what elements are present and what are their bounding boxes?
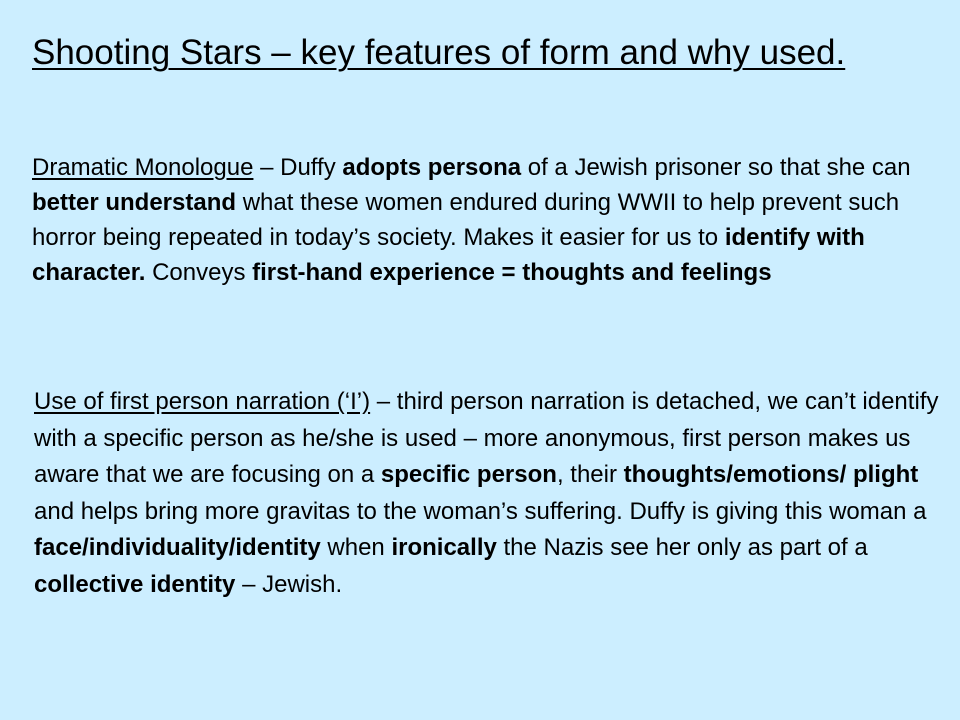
bold-text-segment: specific person xyxy=(380,461,557,488)
bold-text-segment: ironically xyxy=(391,534,497,561)
slide-title: Shooting Stars – key features of form and why used. xyxy=(32,33,846,72)
dramatic-monologue-paragraph xyxy=(32,150,932,290)
bold-text-segment: face/individuality/identity xyxy=(34,534,321,561)
text-segment: of a Jewish prisoner so that she can xyxy=(521,154,911,181)
first-person-narration-paragraph xyxy=(34,384,954,603)
bold-text-segment: first-hand experience = thoughts and feelings xyxy=(252,259,772,286)
text-segment: – third person narration is detached, we can’t identify with a specific person as he/she is used – more anonymous, first person makes us aware that we are focusing on a xyxy=(34,388,939,488)
text-segment: Conveys xyxy=(145,259,253,286)
text-segment: what these women endured during WWII to help prevent such horror being repeated in today’s society. Makes it easier for us to xyxy=(32,189,900,251)
text-segment: – Jewish. xyxy=(235,570,343,598)
first-person-narration-heading: Use of first person narration (‘I’) xyxy=(34,388,371,415)
bold-text-segment: identify with character. xyxy=(32,224,865,286)
text-segment: and helps bring more gravitas to the woman’s suffering. Duffy is giving this woman a xyxy=(34,497,927,525)
text-segment: the Nazis see her only as part of a xyxy=(496,534,868,561)
bold-text-segment: thoughts/emotions/ plight xyxy=(623,461,919,488)
bold-text-segment: adopts persona xyxy=(342,154,522,181)
bold-text-segment: collective identity xyxy=(34,570,236,598)
text-segment: , their xyxy=(556,461,624,488)
text-segment: when xyxy=(320,534,392,561)
dramatic-monologue-heading: Dramatic Monologue xyxy=(32,154,254,181)
bold-text-segment: better understand xyxy=(32,189,237,216)
text-segment: – Duffy xyxy=(253,154,343,181)
